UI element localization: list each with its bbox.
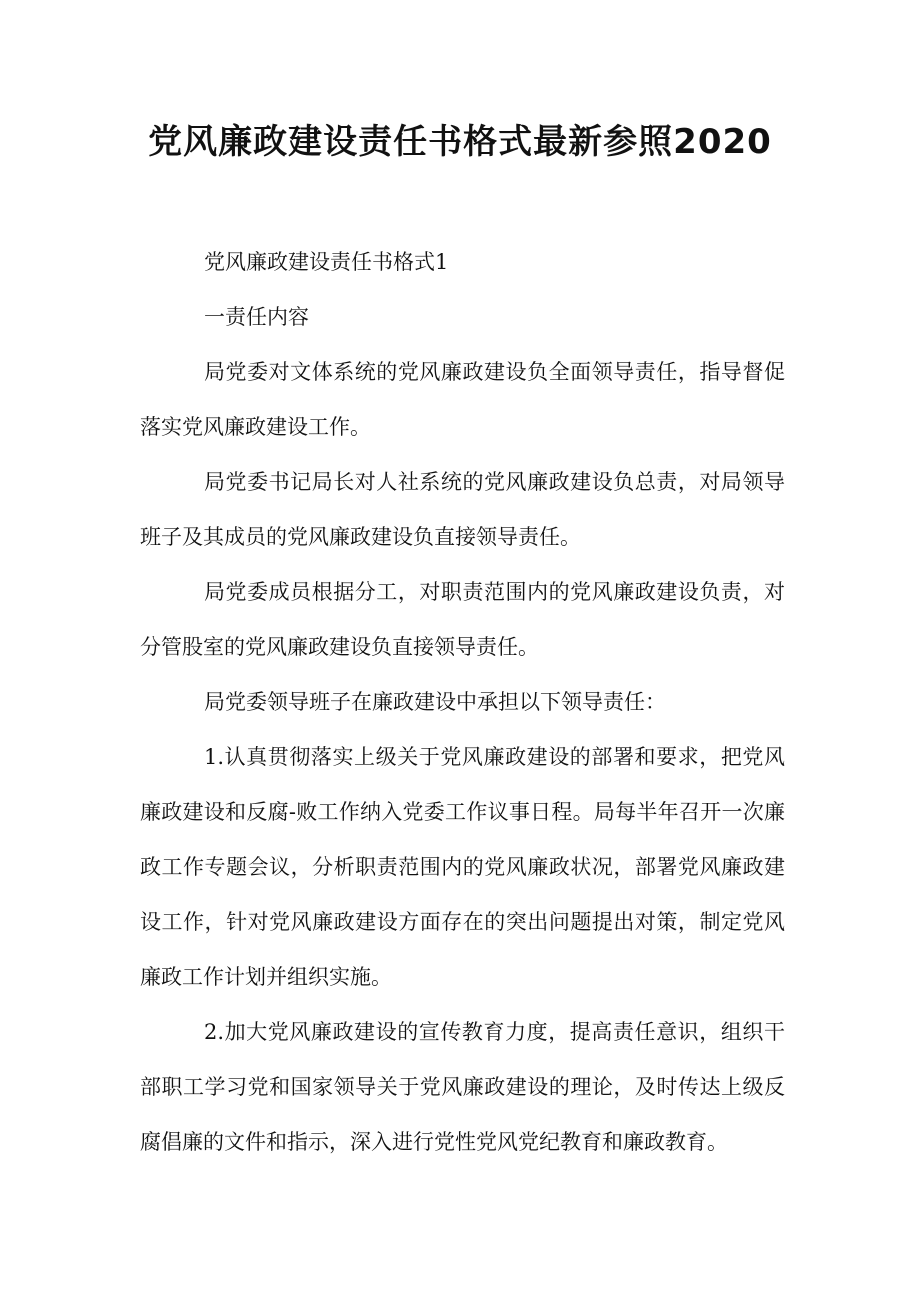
body-paragraph: 局党委成员根据分工，对职责范围内的党风廉政建设负责，对分管股室的党风廉政建设负直接领导责任。 [140, 580, 785, 659]
document-title: 党风廉政建设责任书格式最新参照2020 [148, 122, 772, 162]
list-item-2: 2.加大党风廉政建设的宣传教育力度，提高责任意识，组织干部职工学习党和国家领导关于党风廉政建设的理论，及时传达上级反腐倡廉的文件和指示，深入进行党性党风党纪教育和廉政教育。 [140, 1020, 785, 1154]
body-paragraph: 局党委书记局长对人社系统的党风廉政建设负总责，对局领导班子及其成员的党风廉政建设负直接领导责任。 [140, 470, 785, 549]
body-paragraph: 局党委领导班子在廉政建设中承担以下领导责任： [204, 690, 666, 714]
document-body [140, 235, 785, 1170]
list-item-1: 1.认真贯彻落实上级关于党风廉政建设的部署和要求，把党风廉政建设和反腐-败工作纳入党委工作议事日程。局每半年召开一次廉政工作专题会议，分析职责范围内的党风廉政状况，部署党风廉政建设工作，针对党风廉政建设方面存在的突出问题提出对策，制定党风廉政工作计划并组织实施。 [140, 745, 785, 989]
section-heading: 党风廉政建设责任书格式1 [204, 250, 449, 274]
subsection-heading: 一责任内容 [204, 305, 309, 329]
body-paragraph: 局党委对文体系统的党风廉政建设负全面领导责任，指导督促落实党风廉政建设工作。 [140, 360, 785, 439]
